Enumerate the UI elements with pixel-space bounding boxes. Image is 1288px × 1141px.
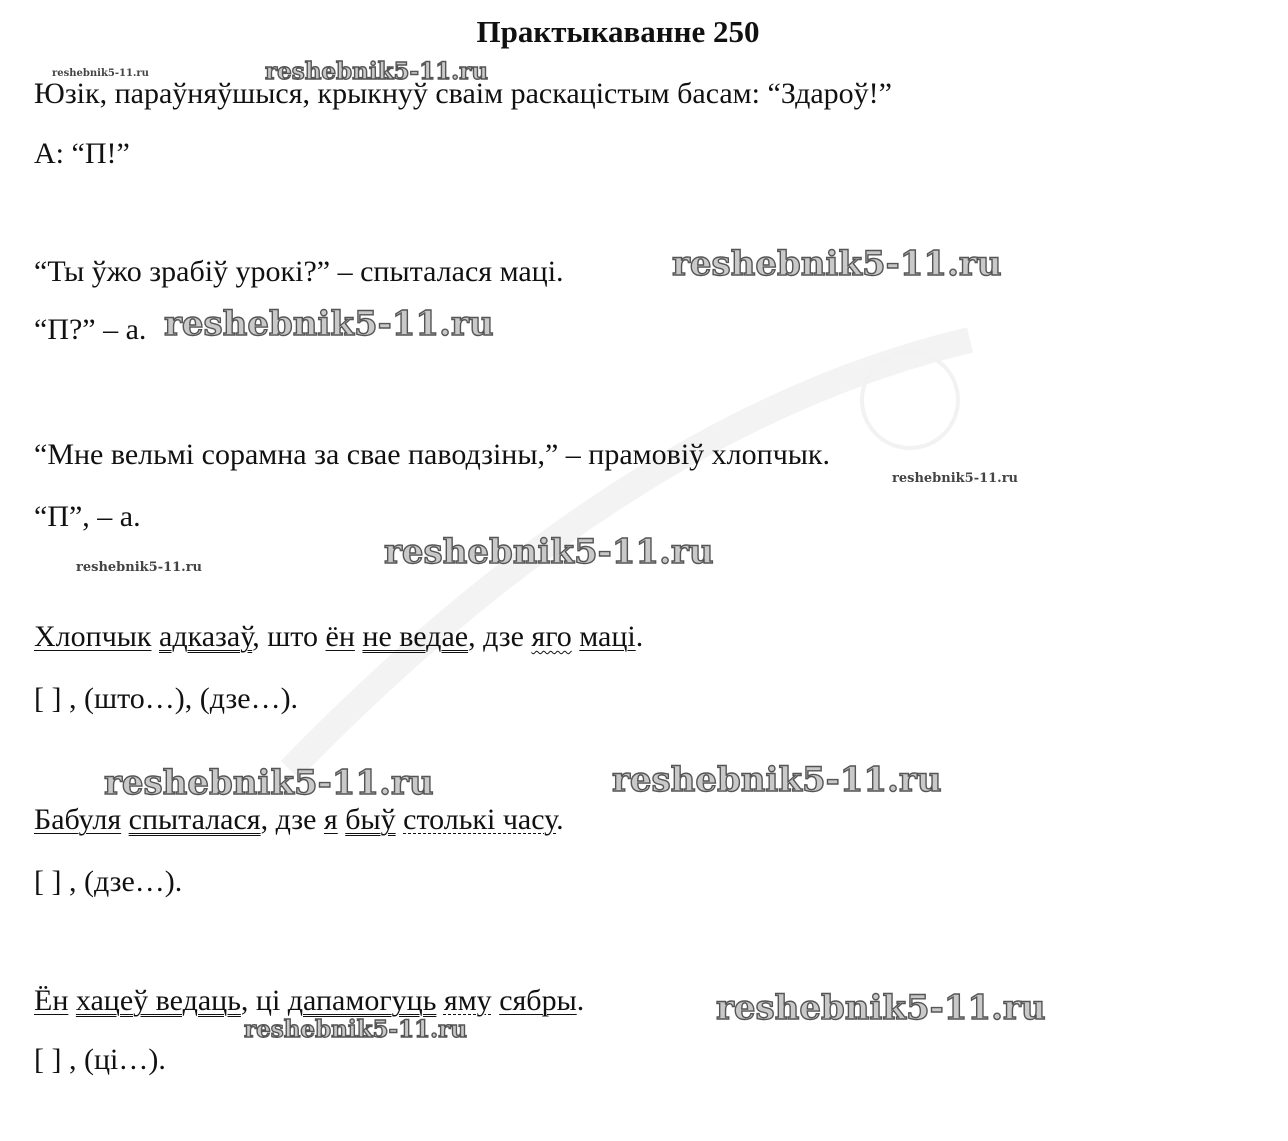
subject: Ён [34,984,69,1017]
subject: ён [325,620,355,653]
text-line-5: “Мне вельмі сорамна за свае паводзіны,” – прамовіў хлопчык. [34,438,831,471]
watermark: reshebnik5-11.ru [612,760,942,800]
watermark: reshebnik5-11.ru [384,532,714,572]
subject: Хлопчык [34,620,152,653]
scheme-2: [ ] , (дзе…). [34,865,183,898]
sentence-1: Хлопчык адказаў, што ён не ведае, дзе яго маці. [34,620,644,653]
watermark: reshebnik5-11.ru [716,988,1046,1028]
watermark: reshebnik5-11.ru [52,68,149,79]
text-line-6: “П”, – а. [34,500,141,533]
watermark: reshebnik5-11.ru [164,304,494,344]
predicate: не ведае [362,620,469,653]
predicate: дапамогуць [287,984,437,1017]
watermark: reshebnik5-11.ru [265,58,488,85]
scheme-1: [ ] , (што…), (дзе…). [34,682,299,715]
predicate: хацеў ведаць [75,984,241,1017]
subject: я [323,803,338,836]
text-line-1: Юзік, параўняўшыся, крыкнуў сваім раскацістым басам: “Здароў!” [34,77,892,110]
watermark: reshebnik5-11.ru [104,763,434,803]
predicate: быў [345,803,396,836]
object: яму [443,984,492,1017]
text-line-4: “П?” – а. [34,313,147,346]
sentence-2: Бабуля спыталася, дзе я быў столькі часу. [34,803,564,836]
predicate: адказаў [159,620,253,653]
predicate: спыталася [128,803,261,836]
sentence-3: Ён хацеў ведаць, ці дапамогуць яму сябры. [34,984,585,1017]
watermark: reshebnik5-11.ru [244,1016,467,1043]
watermark: reshebnik5-11.ru [892,471,1019,486]
subject: Бабуля [34,803,122,836]
watermark: reshebnik5-11.ru [76,560,203,575]
background-watermark-arc [250,300,1010,820]
adverbial: столькі часу [403,803,557,836]
subject: сябры [499,984,577,1017]
attribute: яго [531,620,572,653]
subject: маці [579,620,636,653]
watermark: reshebnik5-11.ru [672,244,1002,284]
text-line-3: “Ты ўжо зрабіў урокі?” – спыталася маці. [34,255,564,288]
scheme-3: [ ] , (ці…). [34,1043,166,1076]
page-title: Практыкаванне 250 [476,14,760,49]
text-line-2: А: “П!” [34,137,130,170]
